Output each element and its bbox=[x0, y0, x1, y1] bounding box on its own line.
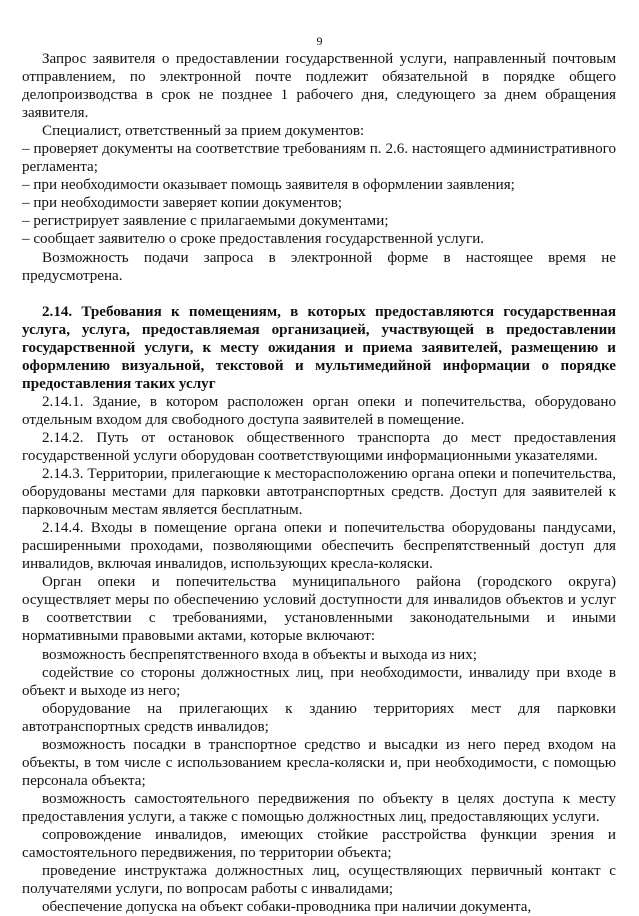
list-item: – при необходимости заверяет копии документов; bbox=[22, 195, 343, 212]
document-body bbox=[22, 50, 616, 916]
list-item: – сообщает заявителю о сроке предоставления государственной услуги. bbox=[22, 231, 485, 248]
list-item: оборудование на прилегающих к зданию территориях мест для парковки автотранспортных средств инвалидов; bbox=[22, 700, 616, 735]
paragraph-electronic-form: Возможность подачи запроса в электронной форме в настоящее время не предусмотрена. bbox=[22, 249, 616, 284]
list-item: – при необходимости оказывает помощь заявителя в оформлении заявления; bbox=[22, 177, 515, 194]
list-item: обеспечение допуска на объект собаки-проводника при наличии документа, bbox=[42, 899, 532, 916]
list-item: проведение инструктажа должностных лиц, осуществляющих первичный контакт с получателями услуги, по вопросам работы с инвалидами; bbox=[22, 863, 616, 898]
page-number: 9 bbox=[316, 34, 323, 48]
list-item: возможность посадки в транспортное средство и высадки из него перед входом на объекты, в том числе с использованием кресла-коляски и, при необходимости, с помощью персонала объекта; bbox=[22, 736, 616, 789]
list-item: возможность самостоятельного передвижения по объекту в целях доступа к месту предоставления услуги, а также с помощью должностных лиц, предоставляющих услуги. bbox=[22, 790, 616, 825]
section-heading: 2.14. Требования к помещениям, в которых предоставляются государственная услуга, услуга, предоставляемая организацией, участвующей в предоставлении государственной услуги, к месту ожидания и приема заявителей, размещению и оформлению визуальной, текстовой и мультимедийной информации о порядке предоставления таких услуг bbox=[22, 303, 616, 392]
paragraph-specialist: Специалист, ответственный за прием документов: bbox=[42, 123, 365, 140]
paragraph-2-14-3: 2.14.3. Территории, прилегающие к месторасположению органа опеки и попечительства, оборудованы местами для парковки автотранспортных средств. Доступ для заявителей к парковочным местам является бесплатным. bbox=[22, 466, 616, 519]
paragraph-2-14-4: 2.14.4. Входы в помещение органа опеки и попечительства оборудованы пандусами, расширенными проходами, позволяющими обеспечить беспрепятственный доступ для инвалидов, включая инвалидов, использующих кресла-коляски. bbox=[22, 520, 616, 573]
paragraph-2-14-1: 2.14.1. Здание, в котором расположен орган опеки и попечительства, оборудовано отдельным входом для свободного доступа заявителей в помещение. bbox=[22, 393, 616, 428]
paragraph-2-14-2: 2.14.2. Путь от остановок общественного транспорта до мест предоставления государственной услуги оборудован соответствующими информационными указателями. bbox=[22, 429, 616, 464]
list-item: сопровождение инвалидов, имеющих стойкие расстройства функции зрения и самостоятельного передвижения, по территории объекта; bbox=[22, 826, 616, 862]
list-item: – проверяет документы на соответствие требованиям п. 2.6. настоящего административного регламента; bbox=[22, 141, 616, 176]
list-item: возможность беспрепятственного входа в объекты и выхода из них; bbox=[42, 646, 477, 663]
paragraph-request-registration: Запрос заявителя о предоставлении государственной услуги, направленный почтовым отправлением, по электронной почте подлежит обязательной в порядке общего делопроизводства в срок не позднее 1 рабочего дня, следующего за днем обращения заявителя. bbox=[22, 51, 616, 122]
list-item: содействие со стороны должностных лиц, при необходимости, инвалиду при входе в объект и выходе из него; bbox=[22, 664, 616, 699]
list-item: – регистрирует заявление с прилагаемыми документами; bbox=[22, 213, 389, 230]
paragraph-accessibility-measures: Орган опеки и попечительства муниципального района (городского округа) осуществляет меры по обеспечению условий доступности для инвалидов объектов и услуг в соответствии с требованиями, установленными законодательными и иными нормативными правовыми актами, которые включают: bbox=[22, 574, 616, 645]
